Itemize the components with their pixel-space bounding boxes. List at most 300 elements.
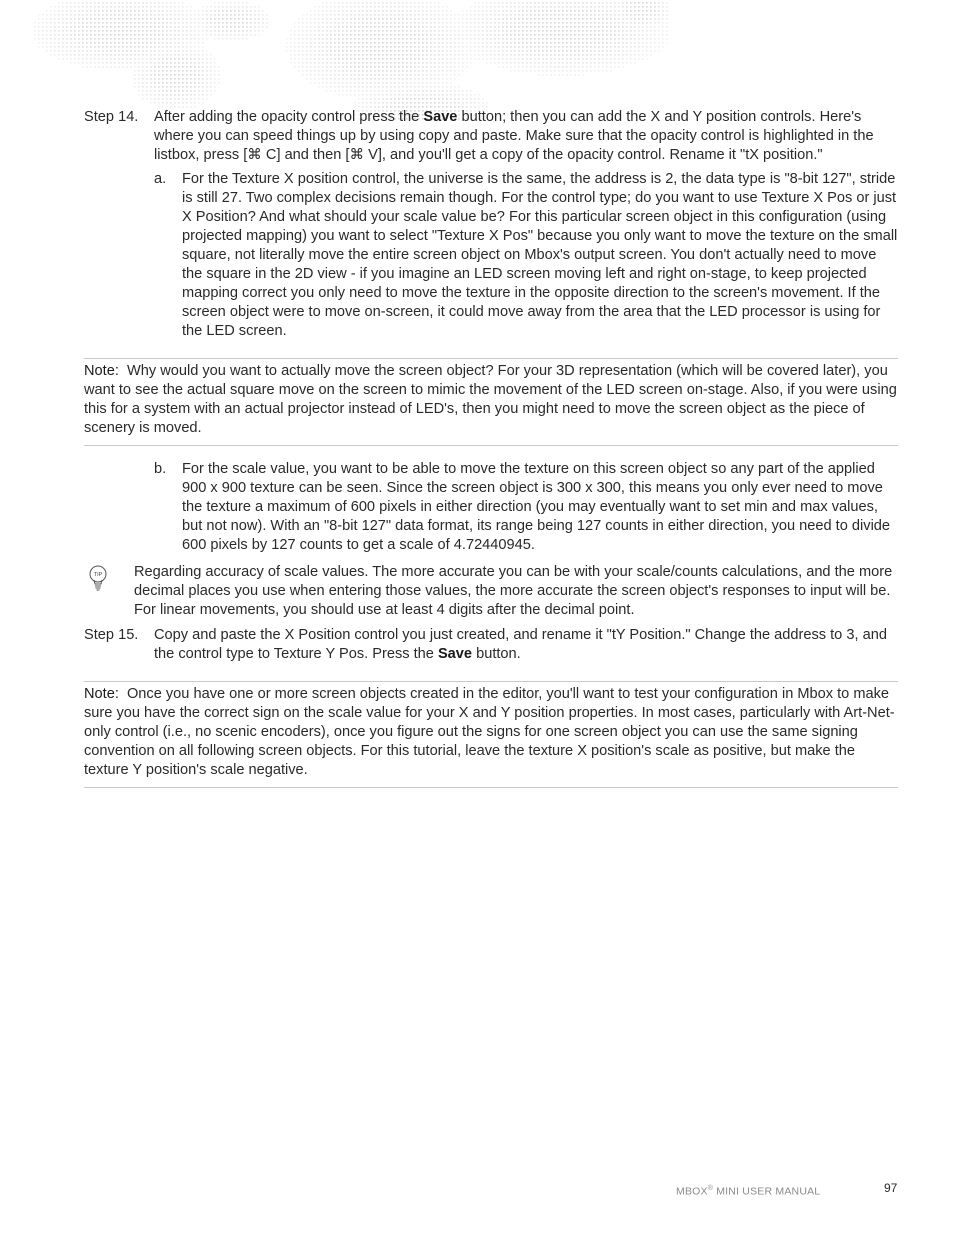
map-dot (302, 46, 304, 48)
map-dot (494, 2, 496, 4)
map-dot (590, 70, 592, 72)
map-dot (366, 2, 368, 4)
map-dot (414, 78, 416, 80)
map-dot (158, 2, 160, 4)
map-dot (54, 6, 56, 8)
map-dot (154, 2, 156, 4)
map-dot (186, 66, 188, 68)
map-dot (290, 42, 292, 44)
map-dot (586, 22, 588, 24)
map-dot (358, 38, 360, 40)
map-dot (406, 74, 408, 76)
map-dot (178, 82, 180, 84)
map-dot (394, 62, 396, 64)
map-dot (358, 90, 360, 92)
map-dot (454, 90, 456, 92)
map-dot (350, 78, 352, 80)
map-dot (634, 46, 636, 48)
map-dot (198, 22, 200, 24)
map-dot (442, 18, 444, 20)
map-dot (546, 26, 548, 28)
map-dot (614, 34, 616, 36)
map-dot (366, 50, 368, 52)
map-dot (54, 46, 56, 48)
map-dot (634, 42, 636, 44)
map-dot (158, 82, 160, 84)
map-dot (594, 54, 596, 56)
map-dot (214, 66, 216, 68)
map-dot (646, 50, 648, 52)
map-dot (318, 38, 320, 40)
map-dot (430, 54, 432, 56)
map-dot (46, 38, 48, 40)
map-dot (166, 66, 168, 68)
map-dot (146, 98, 148, 100)
map-dot (434, 102, 436, 104)
map-dot (374, 86, 376, 88)
map-dot (490, 34, 492, 36)
map-dot (618, 54, 620, 56)
map-dot (386, 58, 388, 60)
map-dot (326, 82, 328, 84)
map-dot (374, 78, 376, 80)
map-dot (326, 58, 328, 60)
map-dot (590, 38, 592, 40)
map-dot (514, 58, 516, 60)
map-dot (110, 66, 112, 68)
map-dot (582, 58, 584, 60)
map-dot (398, 66, 400, 68)
map-dot (82, 10, 84, 12)
map-dot (214, 74, 216, 76)
map-dot (94, 54, 96, 56)
map-dot (630, 42, 632, 44)
map-dot (650, 38, 652, 40)
map-dot (498, 42, 500, 44)
map-dot (226, 18, 228, 20)
map-dot (150, 74, 152, 76)
map-dot (514, 18, 516, 20)
map-dot (382, 82, 384, 84)
map-dot (170, 62, 172, 64)
map-dot (574, 26, 576, 28)
map-dot (178, 94, 180, 96)
map-dot (434, 34, 436, 36)
map-dot (354, 58, 356, 60)
map-dot (238, 22, 240, 24)
map-dot (334, 14, 336, 16)
map-dot (610, 18, 612, 20)
map-dot (418, 90, 420, 92)
map-dot (118, 66, 120, 68)
map-dot (634, 6, 636, 8)
map-dot (558, 50, 560, 52)
map-dot (614, 22, 616, 24)
map-dot (502, 22, 504, 24)
map-dot (562, 18, 564, 20)
map-dot (426, 18, 428, 20)
map-dot (442, 26, 444, 28)
map-dot (134, 2, 136, 4)
map-dot (526, 10, 528, 12)
map-dot (202, 94, 204, 96)
map-dot (602, 26, 604, 28)
map-dot (94, 38, 96, 40)
map-dot (354, 50, 356, 52)
map-dot (386, 74, 388, 76)
map-dot (450, 86, 452, 88)
map-dot (362, 90, 364, 92)
map-dot (218, 14, 220, 16)
map-dot (74, 14, 76, 16)
map-dot (402, 70, 404, 72)
map-dot (474, 30, 476, 32)
map-dot (382, 74, 384, 76)
map-dot (390, 2, 392, 4)
map-dot (418, 42, 420, 44)
map-dot (554, 62, 556, 64)
map-dot (302, 42, 304, 44)
map-dot (146, 26, 148, 28)
map-dot (318, 34, 320, 36)
map-dot (570, 62, 572, 64)
map-dot (578, 18, 580, 20)
map-dot (482, 46, 484, 48)
map-dot (210, 66, 212, 68)
map-dot (134, 46, 136, 48)
map-dot (598, 34, 600, 36)
map-dot (386, 94, 388, 96)
map-dot (486, 30, 488, 32)
map-dot (326, 18, 328, 20)
map-dot (642, 6, 644, 8)
map-dot (438, 10, 440, 12)
map-dot (482, 22, 484, 24)
map-dot (370, 74, 372, 76)
map-dot (290, 50, 292, 52)
map-dot (198, 70, 200, 72)
map-dot (98, 58, 100, 60)
map-dot (454, 46, 456, 48)
map-dot (190, 82, 192, 84)
map-dot (374, 26, 376, 28)
map-dot (354, 22, 356, 24)
map-dot (418, 102, 420, 104)
map-dot (482, 54, 484, 56)
map-dot (394, 58, 396, 60)
map-dot (198, 82, 200, 84)
map-dot (234, 10, 236, 12)
map-dot (402, 10, 404, 12)
map-dot (410, 90, 412, 92)
map-dot (398, 14, 400, 16)
map-dot (498, 2, 500, 4)
footer-manual-title (676, 1179, 820, 1202)
map-dot (438, 38, 440, 40)
map-dot (330, 78, 332, 80)
map-dot (642, 26, 644, 28)
map-dot (326, 66, 328, 68)
map-dot (198, 50, 200, 52)
map-dot (630, 18, 632, 20)
map-dot (570, 54, 572, 56)
map-dot (338, 10, 340, 12)
map-dot (450, 102, 452, 104)
map-dot (418, 94, 420, 96)
map-dot (166, 86, 168, 88)
map-dot (178, 18, 180, 20)
map-dot (186, 42, 188, 44)
map-dot (202, 22, 204, 24)
map-dot (70, 6, 72, 8)
map-dot (310, 62, 312, 64)
map-dot (650, 50, 652, 52)
map-dot (398, 26, 400, 28)
map-dot (158, 50, 160, 52)
map-dot (370, 38, 372, 40)
map-dot (574, 6, 576, 8)
map-dot (150, 66, 152, 68)
map-dot (290, 54, 292, 56)
map-dot (214, 14, 216, 16)
map-dot (354, 10, 356, 12)
map-dot (538, 6, 540, 8)
map-dot (242, 10, 244, 12)
map-dot (586, 54, 588, 56)
map-dot (546, 50, 548, 52)
map-dot (62, 58, 64, 60)
map-dot (502, 58, 504, 60)
map-dot (582, 14, 584, 16)
map-dot (226, 2, 228, 4)
map-dot (578, 14, 580, 16)
map-dot (582, 62, 584, 64)
map-dot (38, 18, 40, 20)
map-dot (570, 14, 572, 16)
map-dot (442, 22, 444, 24)
map-dot (370, 50, 372, 52)
map-dot (254, 18, 256, 20)
map-dot (174, 58, 176, 60)
map-dot (102, 22, 104, 24)
map-dot (162, 102, 164, 104)
map-dot (62, 46, 64, 48)
map-dot (458, 98, 460, 100)
map-dot (210, 74, 212, 76)
map-dot (322, 22, 324, 24)
map-dot (202, 62, 204, 64)
map-dot (298, 58, 300, 60)
map-dot (462, 22, 464, 24)
map-dot (426, 70, 428, 72)
map-dot (426, 90, 428, 92)
map-dot (50, 10, 52, 12)
map-dot (106, 14, 108, 16)
map-dot (182, 22, 184, 24)
map-dot (586, 38, 588, 40)
map-dot (474, 14, 476, 16)
map-dot (446, 14, 448, 16)
map-dot (242, 6, 244, 8)
map-dot (106, 50, 108, 52)
map-dot (510, 50, 512, 52)
map-dot (342, 82, 344, 84)
map-dot (514, 50, 516, 52)
map-dot (194, 30, 196, 32)
map-dot (138, 78, 140, 80)
map-dot (662, 38, 664, 40)
map-dot (318, 86, 320, 88)
map-dot (158, 18, 160, 20)
map-dot (462, 62, 464, 64)
map-dot (446, 6, 448, 8)
map-dot (394, 6, 396, 8)
map-dot (150, 70, 152, 72)
map-dot (122, 66, 124, 68)
map-dot (642, 18, 644, 20)
map-dot (630, 10, 632, 12)
map-dot (530, 46, 532, 48)
map-dot (94, 26, 96, 28)
map-dot (74, 2, 76, 4)
map-dot (158, 66, 160, 68)
map-dot (130, 46, 132, 48)
map-dot (590, 34, 592, 36)
map-dot (414, 42, 416, 44)
map-dot (166, 18, 168, 20)
map-dot (582, 6, 584, 8)
map-dot (570, 30, 572, 32)
map-dot (486, 26, 488, 28)
map-dot (486, 34, 488, 36)
map-dot (58, 10, 60, 12)
map-dot (514, 42, 516, 44)
map-dot (322, 58, 324, 60)
map-dot (566, 14, 568, 16)
map-dot (386, 30, 388, 32)
map-dot (230, 34, 232, 36)
map-dot (650, 2, 652, 4)
map-dot (86, 14, 88, 16)
map-dot (618, 50, 620, 52)
map-dot (86, 30, 88, 32)
map-dot (422, 42, 424, 44)
map-dot (86, 54, 88, 56)
map-dot (414, 82, 416, 84)
map-dot (46, 18, 48, 20)
map-dot (554, 46, 556, 48)
map-dot (66, 42, 68, 44)
map-dot (510, 66, 512, 68)
map-dot (294, 50, 296, 52)
map-dot (594, 2, 596, 4)
map-dot (442, 62, 444, 64)
map-dot (398, 82, 400, 84)
map-dot (118, 2, 120, 4)
map-dot (142, 14, 144, 16)
map-dot (526, 58, 528, 60)
map-dot (178, 66, 180, 68)
map-dot (526, 2, 528, 4)
map-dot (602, 38, 604, 40)
map-dot (470, 18, 472, 20)
map-dot (362, 10, 364, 12)
map-dot (470, 90, 472, 92)
map-dot (638, 58, 640, 60)
map-dot (158, 54, 160, 56)
map-dot (386, 42, 388, 44)
map-dot (166, 58, 168, 60)
map-dot (662, 46, 664, 48)
map-dot (650, 26, 652, 28)
map-dot (422, 54, 424, 56)
substep-label: a. (154, 171, 167, 187)
map-dot (182, 30, 184, 32)
map-dot (122, 26, 124, 28)
step-label: Step 14. (84, 109, 139, 125)
map-dot (650, 22, 652, 24)
map-dot (194, 58, 196, 60)
map-dot (54, 22, 56, 24)
map-dot (326, 42, 328, 44)
map-dot (198, 26, 200, 28)
map-dot (586, 14, 588, 16)
map-dot (62, 50, 64, 52)
map-dot (306, 34, 308, 36)
map-dot (294, 26, 296, 28)
map-dot (378, 34, 380, 36)
map-dot (510, 46, 512, 48)
map-dot (542, 30, 544, 32)
map-dot (558, 22, 560, 24)
map-dot (370, 22, 372, 24)
map-dot (410, 94, 412, 96)
map-dot (306, 74, 308, 76)
map-dot (114, 38, 116, 40)
map-dot (50, 46, 52, 48)
map-dot (366, 98, 368, 100)
map-dot (326, 22, 328, 24)
map-dot (366, 14, 368, 16)
map-dot (594, 14, 596, 16)
map-dot (422, 58, 424, 60)
step-14 (84, 108, 898, 165)
map-dot (390, 54, 392, 56)
map-dot (554, 26, 556, 28)
map-dot (386, 6, 388, 8)
map-dot (178, 102, 180, 104)
map-dot (346, 14, 348, 16)
map-dot (442, 14, 444, 16)
map-dot (330, 26, 332, 28)
map-dot (574, 58, 576, 60)
map-dot (142, 82, 144, 84)
map-dot (142, 62, 144, 64)
map-dot (170, 86, 172, 88)
map-dot (418, 26, 420, 28)
map-dot (86, 6, 88, 8)
map-dot (294, 58, 296, 60)
map-dot (346, 70, 348, 72)
map-dot (534, 18, 536, 20)
map-dot (322, 42, 324, 44)
map-dot (390, 46, 392, 48)
map-dot (394, 86, 396, 88)
map-dot (342, 38, 344, 40)
map-dot (502, 50, 504, 52)
map-dot (302, 74, 304, 76)
map-dot (350, 62, 352, 64)
